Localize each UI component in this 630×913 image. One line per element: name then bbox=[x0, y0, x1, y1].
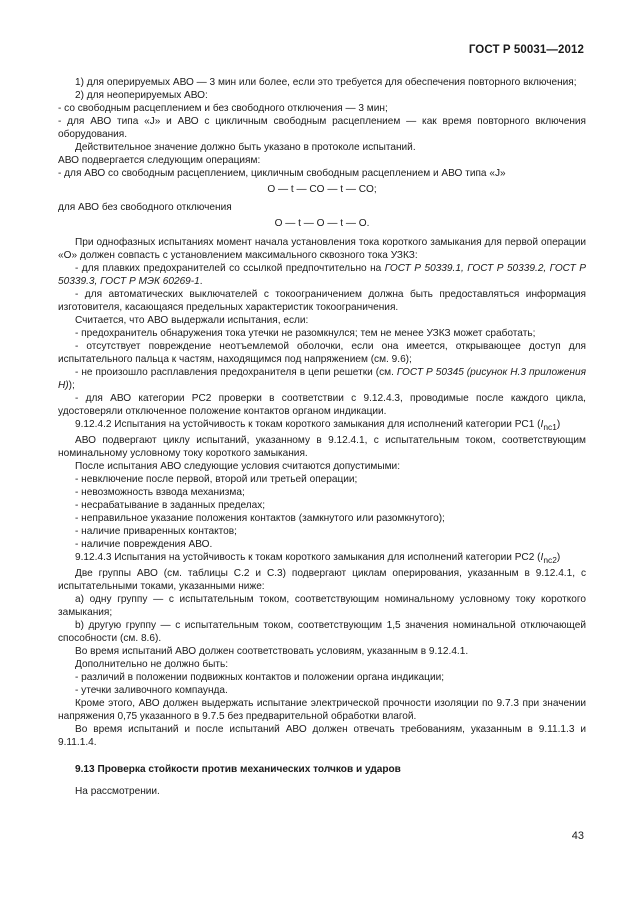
paragraph: Дополнительно не должно быть: bbox=[75, 659, 229, 671]
operation-formula: O — t — O — t — O. bbox=[274, 218, 370, 229]
list-item: - различий в положении подвижных контактов и положении органа индикации; bbox=[75, 672, 445, 684]
list-item: a) одну группу — с испытательным током, соответствующим номинальному условному току короткого замыкания; bbox=[58, 594, 586, 619]
current-subscript: nc1 bbox=[543, 422, 557, 433]
list-item: - для АВО типа «J» и АВО с цикличным свободным расцеплением — как время повторного включения оборудования. bbox=[58, 116, 586, 140]
current-symbol: I bbox=[540, 552, 544, 564]
text-run: ) bbox=[556, 419, 561, 430]
paragraph: 1) для оперируемых АВО — 3 мин или более, если это требуется для обеспечения повторного включения; bbox=[75, 77, 577, 88]
list-item: - несрабатывание в заданных пределах; bbox=[75, 500, 266, 512]
current-subscript: nc2 bbox=[543, 555, 557, 566]
list-item: - неправильное указание положения контактов (замкнутого или разомкнутого); bbox=[75, 513, 445, 525]
current-symbol: I bbox=[540, 419, 544, 430]
list-item: - наличие повреждения АВО. bbox=[75, 539, 213, 551]
paragraph: При однофазных испытаниях момент начала установления тока короткого замыкания для первой операции «О» должен совпасть с установлением максимального сквозного тока УЗКЗ: bbox=[58, 237, 586, 261]
text-run: . bbox=[199, 276, 203, 287]
paragraph: для АВО без свободного отключения bbox=[58, 202, 232, 213]
list-item: - невозможность взвода механизма; bbox=[75, 487, 245, 499]
paragraph: Во время испытаний и после испытаний АВО должен отвечать требованиям, указанным в 9.11.1.3 и 9.11.1.4. bbox=[58, 724, 586, 749]
list-item: - для автоматических выключателей с токоограничением должна быть предоставляться информация изготовителя, касающаяся предельных характеристик токоограничения. bbox=[58, 289, 586, 313]
document-body bbox=[58, 76, 586, 798]
paragraph: Кроме этого, АВО должен выдержать испытание электрической прочности изоляции по 9.7.3 при значении напряжения 0,75 указанного в 9.7.5 без предварительной обработки влагой. bbox=[58, 698, 586, 723]
paragraph: Две группы АВО (см. таблицы С.2 и С.3) подвергают циклам оперирования, указанным в 9.12.4.1, с испытательными токами, указанными ниже: bbox=[58, 568, 586, 593]
text-run: - для плавких предохранителей со ссылкой предпочтительно на bbox=[75, 263, 385, 274]
paragraph: АВО подвергается следующим операциям: bbox=[58, 155, 261, 166]
list-item: - отсутствует повреждение неотъемлемой оболочки, если она имеется, открывающее доступ для испытательного пальца к частям, находящимся под напряжением (см. 9.6); bbox=[58, 341, 586, 365]
operation-formula: O — t — CO — t — CO; bbox=[267, 184, 377, 195]
standard-header: ГОСТ Р 50031—2012 bbox=[468, 44, 584, 56]
page-number: 43 bbox=[571, 830, 584, 842]
paragraph: Действительное значение должно быть указано в протоколе испытаний. bbox=[75, 142, 416, 153]
paragraph: После испытания АВО следующие условия считаются допустимыми: bbox=[75, 461, 401, 473]
text-run: 9.12.4.2 Испытания на устойчивость к токам короткого замыкания для исполнений категории PC1 ( bbox=[75, 419, 541, 430]
paragraph: 2) для неоперируемых АВО: bbox=[75, 90, 208, 101]
list-item: - для АВО со свободным расцеплением, цикличным свободным расцеплением и АВО типа «J» bbox=[58, 168, 506, 179]
list-item: b) другую группу — с испытательным током, соответствующим 1,5 значения номинальной отключающей способности (см. 8.6). bbox=[58, 620, 586, 645]
standard-reference: ГОСТ Р 50339.1, ГОСТ Р 50339.2, ГОСТ Р 50339.3, ГОСТ Р МЭК 60269-1 bbox=[58, 263, 586, 287]
paragraph: Считается, что АВО выдержали испытания, если: bbox=[75, 315, 309, 326]
list-item: - для АВО категории PC2 проверки в соответствии с 9.12.4.3, проводимые после каждого цикла, удостоверяли отключенное положение контактов органом индикации. bbox=[58, 393, 586, 417]
text-run: ) bbox=[556, 552, 561, 564]
standard-reference: ГОСТ Р 50345 (рисунок Н.3 приложения Н) bbox=[58, 367, 586, 391]
subsection-heading bbox=[58, 418, 586, 434]
list-item bbox=[58, 366, 586, 392]
text-run: 9.12.4.3 Испытания на устойчивость к токам короткого замыкания для исполнений категории PC2 ( bbox=[75, 552, 541, 564]
paragraph: На рассмотрении. bbox=[75, 786, 160, 798]
list-item: - предохранитель обнаружения тока утечки не разомкнулся; тем не менее УЗКЗ может сработать; bbox=[75, 328, 536, 339]
paragraph: Во время испытаний АВО должен соответствовать условиям, указанным в 9.12.4.1. bbox=[75, 646, 469, 658]
list-item bbox=[58, 262, 586, 288]
list-item: - утечки заливочного компаунда. bbox=[75, 685, 228, 697]
subsection-heading bbox=[58, 551, 586, 567]
text-run: ); bbox=[68, 380, 75, 391]
text-run: - не произошло расплавления предохранителя в цепи решетки (см. bbox=[75, 367, 397, 378]
list-item: - наличие приваренных контактов; bbox=[75, 526, 237, 538]
section-heading: 9.13 Проверка стойкости против механических толчков и ударов bbox=[75, 764, 401, 776]
list-item: - со свободным расцеплением и без свободного отключения — 3 мин; bbox=[58, 103, 388, 114]
paragraph: АВО подвергают циклу испытаний, указанному в 9.12.4.1, с испытательным током, соответствующим номинальному условному току короткого замыкания. bbox=[58, 435, 586, 460]
list-item: - невключение после первой, второй или третьей операции; bbox=[75, 474, 358, 486]
